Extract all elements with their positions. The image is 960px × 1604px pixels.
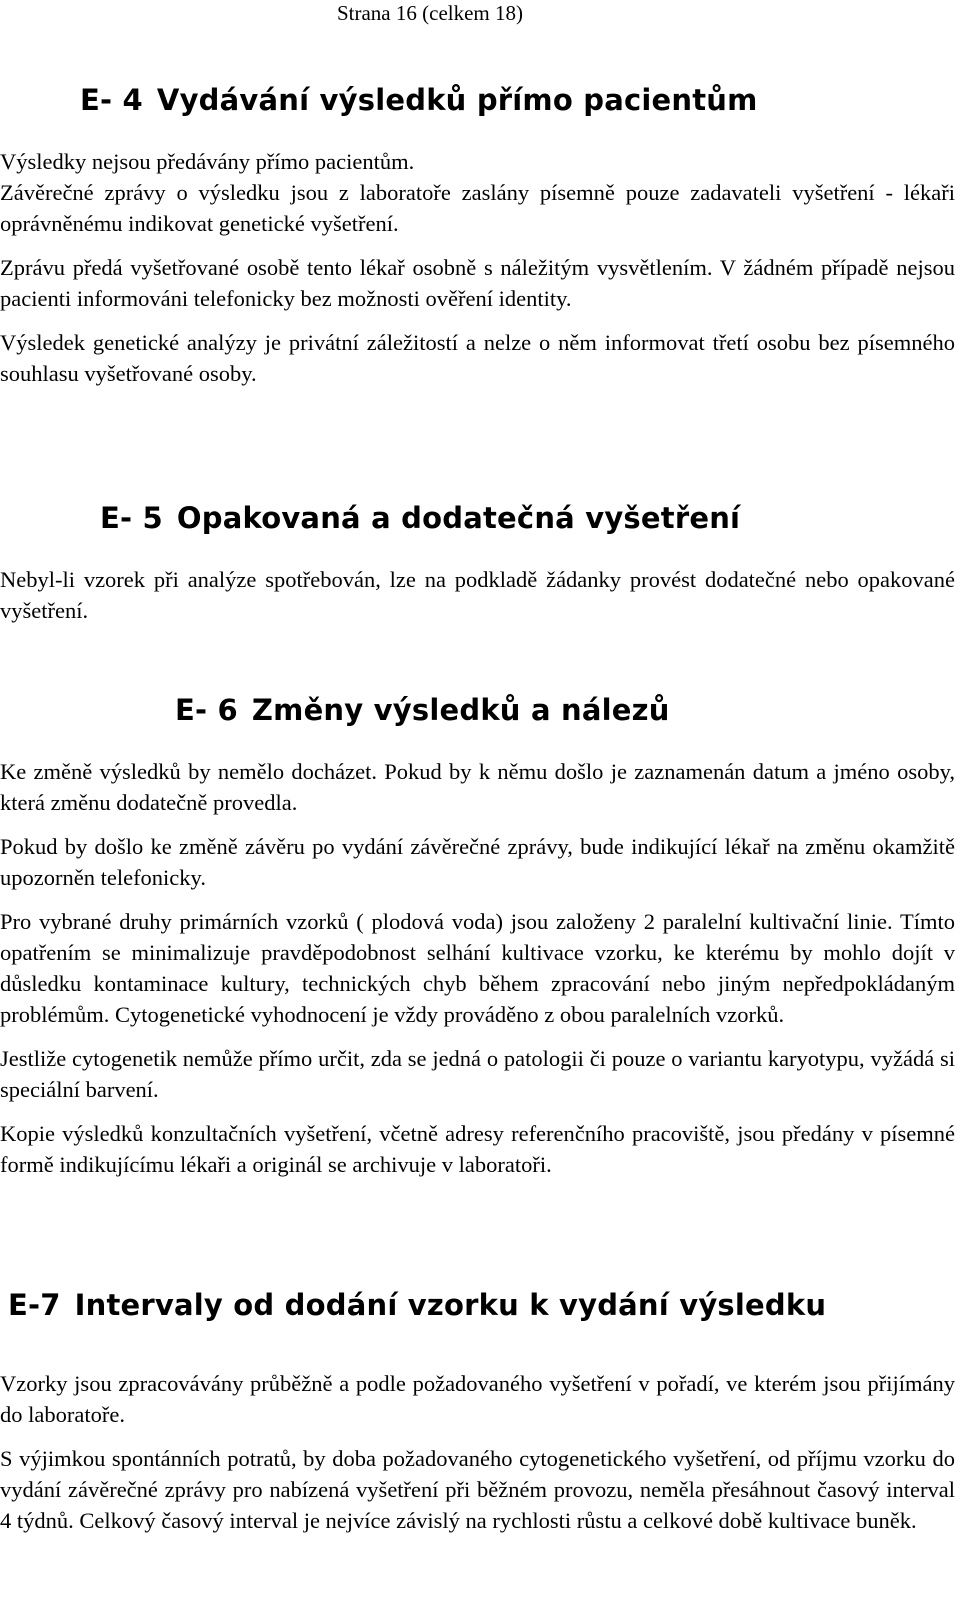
section-e4 bbox=[0, 82, 960, 389]
page-number-label: Strana 16 (celkem 18) bbox=[336, 1, 524, 25]
paragraph: Pokud by došlo ke změně závěru po vydání závěrečné zprávy, bude indikující lékař na změnu okamžitě upozorněn telefonicky. bbox=[0, 834, 955, 890]
section-title: Změny výsledků a nálezů bbox=[251, 693, 670, 727]
section-title: Intervaly od dodání vzorku k vydání výsledku bbox=[74, 1288, 827, 1322]
paragraph: Výsledek genetické analýzy je privátní záležitostí a nelze o něm informovat třetí osobu bez písemného souhlasu vyšetřované osoby. bbox=[0, 330, 955, 386]
paragraph: Vzorky jsou zpracovávány průběžně a podle požadovaného vyšetření v pořadí, ve kterém jsou přijímány do laboratoře. bbox=[0, 1371, 955, 1427]
section-title: Opakovaná a dodatečná vyšetření bbox=[176, 501, 741, 535]
section-e5 bbox=[0, 500, 960, 626]
paragraph: Kopie výsledků konzultačních vyšetření, včetně adresy referenčního pracoviště, jsou předány v písemné formě indikujícímu lékaři a originál se archivuje v laboratoři. bbox=[0, 1121, 955, 1177]
section-heading bbox=[0, 82, 960, 118]
paragraph: Nebyl-li vzorek při analýze spotřebován, lze na podkladě žádanky provést dodatečné nebo opakované vyšetření. bbox=[0, 567, 955, 623]
paragraph: Výsledky nejsou předávány přímo pacientům. bbox=[0, 149, 415, 174]
section-heading bbox=[0, 692, 960, 728]
paragraph: Jestliže cytogenetik nemůže přímo určit, zda se jedná o patologii či pouze o variantu karyotypu, vyžádá si speciální barvení. bbox=[0, 1046, 955, 1102]
section-heading bbox=[0, 500, 960, 536]
page-header bbox=[0, 0, 860, 26]
section-heading bbox=[0, 1287, 960, 1323]
section-title: Vydávání výsledků přímo pacientům bbox=[156, 83, 758, 117]
paragraph: Pro vybrané druhy primárních vzorků ( plodová voda) jsou založeny 2 paralelní kultivační linie. Tímto opatřením se minimalizuje pravděpodobnost selhání kultivace vzorku, ke kterému by mohlo dojít v důsledku kontaminace kultury, technických chyb během zpracování nebo jiným nepředpokládaným problémům. Cytogenetické vyhodnocení je vždy prováděno z obou paralelních vzorků. bbox=[0, 909, 955, 1027]
section-number: E- 4 bbox=[80, 83, 143, 117]
paragraph: S výjimkou spontánních potratů, by doba požadovaného cytogenetického vyšetření, od příjmu vzorku do vydání závěrečné zprávy pro nabízená vyšetření při běžném provozu, neměla přesáhnout časový interval 4 týdnů. Celkový časový interval je nejvíce závislý na rychlosti růstu a celkové době kultivace buněk. bbox=[0, 1446, 955, 1533]
section-e6 bbox=[0, 692, 960, 1180]
section-number: E- 5 bbox=[100, 501, 163, 535]
section-number: E- 6 bbox=[175, 693, 238, 727]
paragraph: Ke změně výsledků by nemělo docházet. Pokud by k němu došlo je zaznamenán datum a jméno osoby, která změnu dodatečně provedla. bbox=[0, 759, 955, 815]
section-e7 bbox=[0, 1287, 960, 1536]
paragraph: Závěrečné zprávy o výsledku jsou z laboratoře zaslány písemně pouze zadavateli vyšetření - lékaři oprávněnému indikovat genetické vyšetření. bbox=[0, 180, 955, 236]
section-number: E-7 bbox=[8, 1288, 61, 1322]
paragraph: Zprávu předá vyšetřované osobě tento lékař osobně s náležitým vysvětlením. V žádném případě nejsou pacienti informováni telefonicky bez možnosti ověření identity. bbox=[0, 255, 955, 311]
